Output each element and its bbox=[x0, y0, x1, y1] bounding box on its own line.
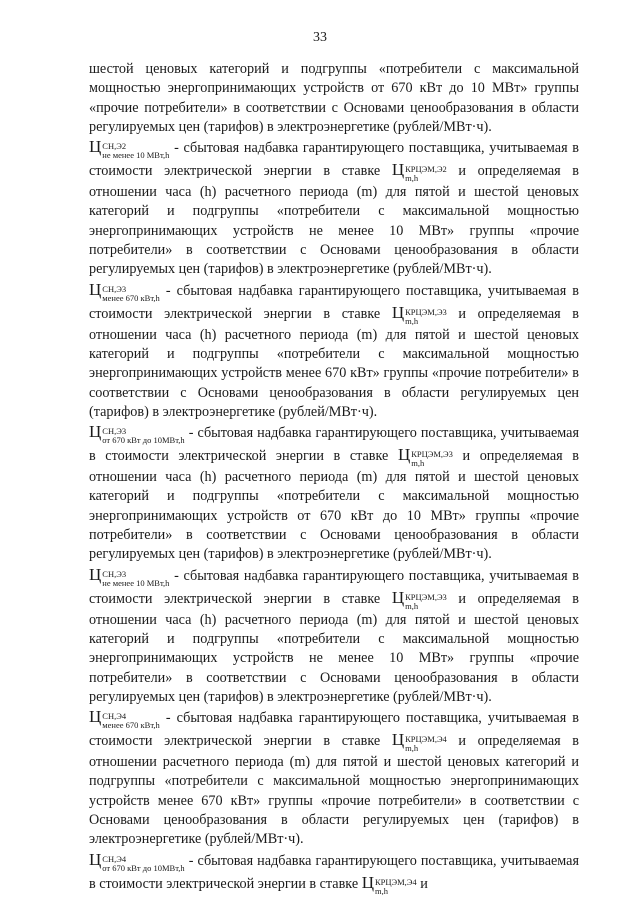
rate-symbol: Ц КРЦЭМ,Э4 m,h bbox=[361, 872, 417, 896]
definition-lead: - сбытовая надбавка гарантирующего поставщика, учитываемая в стоимости электрической энергии в ставке bbox=[89, 567, 579, 607]
definition-paragraph bbox=[89, 707, 579, 849]
definition-paragraph bbox=[89, 850, 579, 896]
rate-symbol: Ц КРЦЭМ,Э3 m,h bbox=[391, 302, 447, 326]
defined-term: Ц СН,Э2 не менее 10 МВт,h bbox=[89, 137, 170, 161]
definition-paragraph bbox=[89, 137, 579, 279]
rate-symbol: Ц КРЦЭМ,Э2 m,h bbox=[391, 160, 447, 184]
page-number: 33 bbox=[313, 30, 327, 45]
intro-paragraph: шестой ценовых категорий и подгруппы «потребители с максимальной мощностью энергопринимающих устройств от 670 кВт до 10 МВт» группы «прочие потребители» в соответствии с Основами ценообразования в области регулируемых цен (тарифов) в электроэнергетике (рублей/МВт·ч). bbox=[89, 61, 579, 135]
defined-term: Ц СН,Э4 от 670 кВт до 10МВт,h bbox=[89, 849, 185, 873]
definition-tail: и bbox=[416, 875, 428, 892]
definition-lead: - сбытовая надбавка гарантирующего поставщика, учитываемая в стоимости электрической энергии в ставке bbox=[89, 852, 579, 892]
rate-symbol: Ц КРЦЭМ,Э3 m,h bbox=[391, 587, 447, 611]
defined-term: Ц СН,Э3 не менее 10 МВт,h bbox=[89, 564, 170, 588]
definition-tail: и определяемая в отношении часа (h) расчетного периода (m) для пятой и шестой ценовых категорий и подгруппы «потребители с максимальной мощностью энергопринимающих устройств от 670 кВт до 10 МВт» группы «прочие потребители» в соответствии с Основами ценообразования в области регулируемых цен (тарифов) в электроэнергетике (рублей/МВт·ч). bbox=[89, 448, 579, 563]
definition-tail: и определяемая в отношении часа (h) расчетного периода (m) для пятой и шестой ценовых категорий и подгруппы «потребители с максимальной мощностью энергопринимающих устройств менее 670 кВт» группы «прочие потребители» в соответствии с Основами ценообразования в области регулируемых цен (тарифов) в электроэнергетике (рублей/МВт·ч). bbox=[89, 305, 579, 420]
definition-paragraph bbox=[89, 565, 579, 707]
definition-paragraph bbox=[89, 280, 579, 422]
definition-lead: - сбытовая надбавка гарантирующего поставщика, учитываемая в стоимости электрической энергии в ставке bbox=[89, 140, 579, 180]
rate-symbol: Ц КРЦЭМ,Э4 m,h bbox=[391, 730, 447, 754]
defined-term: Ц СН,Э3 от 670 кВт до 10МВт,h bbox=[89, 422, 185, 446]
rate-symbol: Ц КРЦЭМ,Э3 m,h bbox=[397, 445, 453, 469]
definition-paragraph bbox=[89, 422, 579, 564]
defined-term: Ц СН,Э3 менее 670 кВт,h bbox=[89, 279, 160, 303]
defined-term: Ц СН,Э4 менее 670 кВт,h bbox=[89, 707, 160, 731]
page-content bbox=[89, 60, 579, 896]
definition-lead: - сбытовая надбавка гарантирующего поставщика, учитываемая в стоимости электрической энергии в ставке bbox=[89, 425, 579, 465]
definition-tail: и определяемая в отношении расчетного периода (m) для пятой и шестой ценовых категорий и подгруппы «потребители с максимальной мощностью энергопринимающих устройств менее 670 кВт» группы «прочие потребители» в соответствии с Основами ценообразования в области регулируемых цен (тарифов) в электроэнергетике (рублей/МВт·ч). bbox=[89, 733, 579, 848]
definition-lead: - сбытовая надбавка гарантирующего поставщика, учитываемая в стоимости электрической энергии в ставке bbox=[89, 282, 579, 322]
definition-tail: и определяемая в отношении часа (h) расчетного периода (m) для пятой и шестой ценовых категорий и подгруппы «потребители с максимальной мощностью энергопринимающих устройств не менее 10 МВт» группы «прочие потребители» в соответствии с Основами ценообразования в области регулируемых цен (тарифов) в электроэнергетике (рублей/МВт·ч). bbox=[89, 590, 579, 705]
definition-lead: - сбытовая надбавка гарантирующего поставщика, учитываемая в стоимости электрической энергии в ставке bbox=[89, 710, 579, 750]
definition-tail: и определяемая в отношении часа (h) расчетного периода (m) для пятой и шестой ценовых категорий и подгруппы «потребители с максимальной мощностью энергопринимающих устройств не менее 10 МВт» группы «прочие потребители» в соответствии с Основами ценообразования в области регулируемых цен (тарифов) в электроэнергетике (рублей/МВт·ч). bbox=[89, 163, 579, 278]
